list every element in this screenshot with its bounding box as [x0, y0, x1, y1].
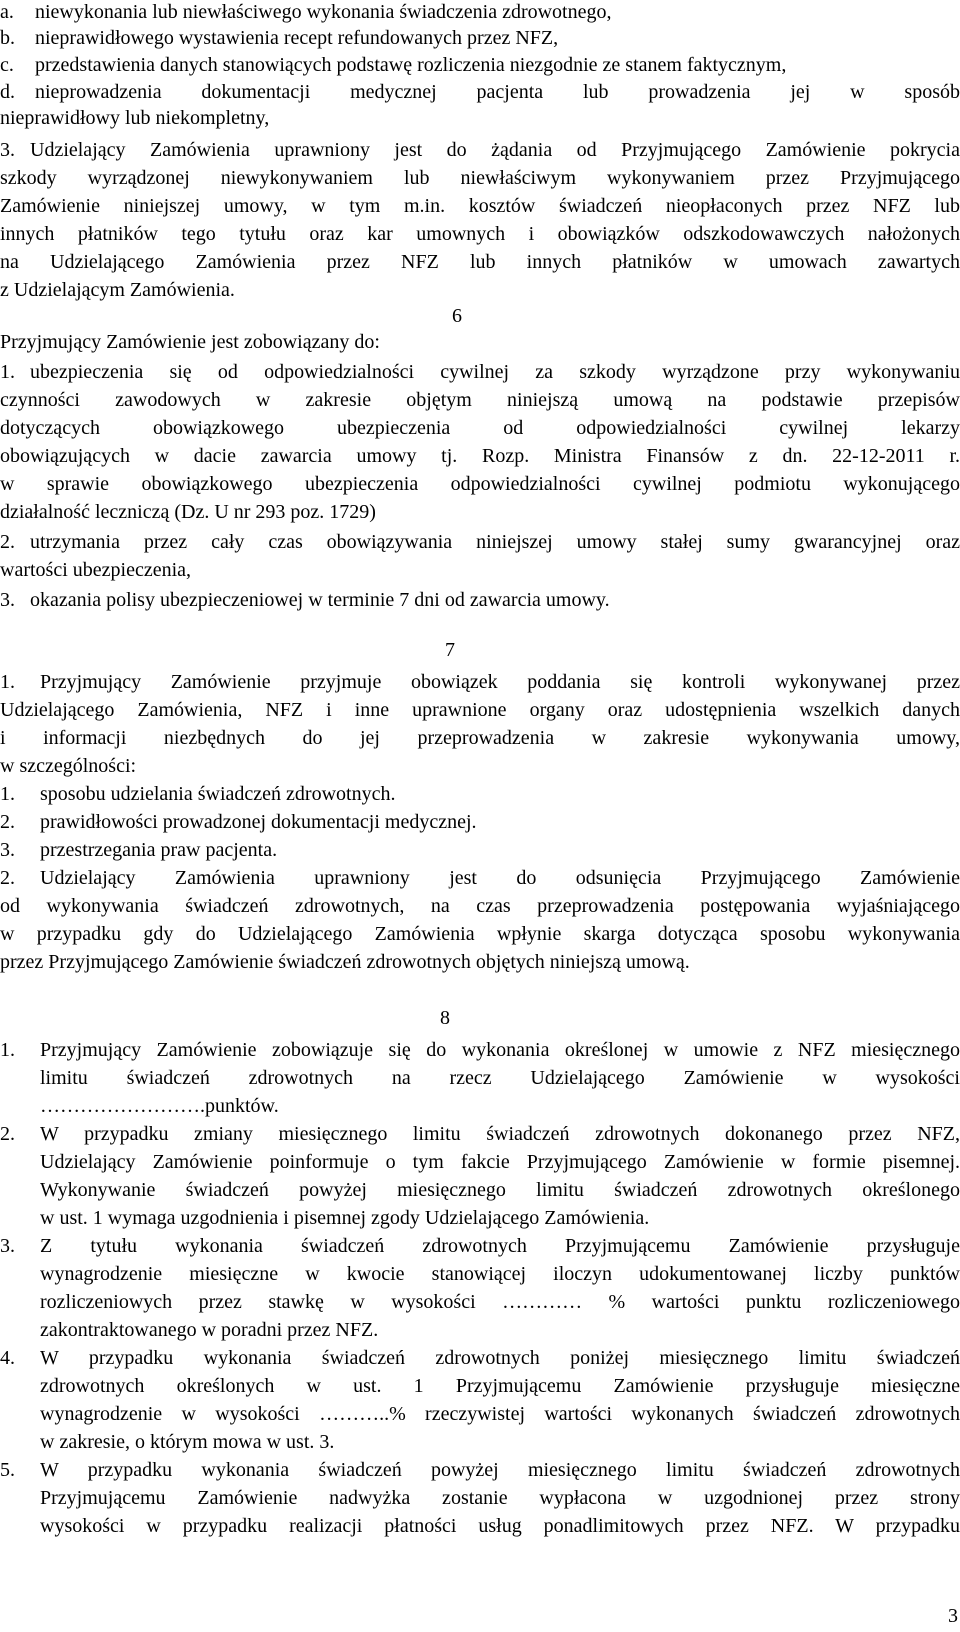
list-label: d. [0, 81, 15, 103]
item-line: Przyjmujący Zamówienie zobowiązuje się do wykonania określonej w umowie z NFZ miesięcznego [40, 1039, 960, 1061]
item-line: ubezpieczenia się od odpowiedzialności cywilnej za szkody wyrządzone przy wykonywaniu [30, 361, 960, 383]
item-line: Udzielający Zamówienie poinformuje o tym fakcie Przyjmującego Zamówienie w formie pisemnej. [40, 1151, 960, 1173]
item-label: 2. [0, 1123, 15, 1145]
paragraph-line: Udzielający Zamówienia uprawniony jest do żądania od Przyjmującego Zamówienie pokrycia [30, 139, 960, 161]
item-line: wartości ubezpieczenia, [0, 559, 192, 581]
item-label: 2. [0, 867, 15, 889]
item-line: wynagrodzenie miesięczne w kwocie stanowiącej iloczyn udokumentowanej liczby punktów [40, 1263, 960, 1285]
item-line: Przyjmujący Zamówienie przyjmuje obowiązek poddania się kontroli wykonywanej przez [40, 671, 960, 693]
item-line: zakontraktowanego w poradni przez NFZ. [40, 1319, 379, 1341]
paragraph-line: na Udzielającego Zamówienia przez NFZ lub innych płatników w umowach zawartych [0, 251, 960, 273]
item-line: dotyczących obowiązkowego ubezpieczenia od odpowiedzialności cywilnej lekarzy [0, 417, 960, 439]
section-heading-6: 6 [452, 305, 462, 327]
section-heading-8: 8 [440, 1007, 450, 1029]
sub-label: 2. [0, 811, 15, 833]
item-line: wynagrodzenie w wysokości ………..% rzeczywistej wartości wykonanych świadczeń zdrowotnych [40, 1403, 960, 1425]
item-line: W przypadku wykonania świadczeń powyżej miesięcznego limitu świadczeń zdrowotnych [40, 1459, 960, 1481]
item-line: W przypadku zmiany miesięcznego limitu świadczeń zdrowotnych dokonanego przez NFZ, [40, 1123, 960, 1145]
item-line: i informacji niezbędnych do jej przeprowadzenia w zakresie wykonywania umowy, [0, 727, 960, 749]
item-line: w ust. 1 wymaga uzgodnienia i pisemnej zgody Udzielającego Zamówienia. [40, 1207, 650, 1229]
item-label: 2. [0, 531, 15, 553]
sub-label: 3. [0, 839, 15, 861]
item-line: Przyjmującemu Zamówienie nadwyżka zostanie wypłacona w uzgodnionej przez strony [40, 1487, 960, 1509]
list-label: c. [0, 54, 14, 76]
sub-label: 1. [0, 783, 15, 805]
item-label: 4. [0, 1347, 15, 1369]
item-line: w szczególności: [0, 755, 137, 777]
item-label: 3. [0, 589, 15, 611]
item-label: 1. [0, 361, 15, 383]
item-line: przez Przyjmującego Zamówienie świadczeń zdrowotnych objętych niniejszą umową. [0, 951, 690, 973]
item-line: limitu świadczeń zdrowotnych na rzecz Udzielającego Zamówienie w wysokości [40, 1067, 960, 1089]
section-heading-7: 7 [445, 639, 455, 661]
item-line: Udzielający Zamówienia uprawniony jest do odsunięcia Przyjmującego Zamówienie [40, 867, 960, 889]
item-line: w przypadku gdy do Udzielającego Zamówienia wpłynie skarga dotycząca sposobu wykonywania [0, 923, 960, 945]
list-text: niewykonania lub niewłaściwego wykonania świadczenia zdrowotnego, [35, 1, 612, 23]
paragraph-line: innych płatników tego tytułu oraz kar umownych i obowiązków odszkodowawczych nałożonych [0, 223, 960, 245]
item-line: w sprawie obowiązkowego ubezpieczenia odpowiedzialności cywilnej podmiotu wykonującego [0, 473, 960, 495]
item-label: 5. [0, 1459, 15, 1481]
sub-text: przestrzegania praw pacjenta. [40, 839, 278, 861]
intro-text: Przyjmujący Zamówienie jest zobowiązany do: [0, 331, 380, 353]
item-line: zdrowotnych określonych w ust. 1 Przyjmującemu Zamówienie przysługuje miesięczne [40, 1375, 960, 1397]
list-text: nieprowadzenia dokumentacji medycznej pacjenta lub prowadzenia jej w sposób [35, 81, 960, 103]
list-text: nieprawidłowego wystawienia recept refundowanych przez NFZ, [35, 27, 559, 49]
paragraph-line: z Udzielającym Zamówienia. [0, 279, 235, 301]
item-line: czynności zawodowych w zakresie objętym niniejszą umową na podstawie przepisów [0, 389, 960, 411]
list-text: przedstawienia danych stanowiących podstawę rozliczenia niezgodnie ze stanem faktycznym, [35, 54, 787, 76]
item-line: Udzielającego Zamówienia, NFZ i inne uprawnione organy oraz udostępnienia wszelkich danych [0, 699, 960, 721]
item-line: utrzymania przez cały czas obowiązywania niniejszej umowy stałej sumy gwarancyjnej oraz [30, 531, 960, 553]
paragraph-label: 3. [0, 139, 15, 161]
item-line: wysokości w przypadku realizacji płatności usług ponadlimitowych przez NFZ. W przypadku [40, 1515, 960, 1537]
item-line: od wykonywania świadczeń zdrowotnych, na czas przeprowadzenia postępowania wyjaśniającego [0, 895, 960, 917]
item-line: rozliczeniowych przez stawkę w wysokości ………… % wartości punktu rozliczeniowego [40, 1291, 960, 1313]
sub-text: prawidłowości prowadzonej dokumentacji medycznej. [40, 811, 477, 833]
item-label: 3. [0, 1235, 15, 1257]
item-line: działalność leczniczą (Dz. U nr 293 poz. 1729) [0, 501, 376, 523]
item-label: 1. [0, 671, 15, 693]
paragraph-line: szkody wyrządzonej niewykonywaniem lub niewłaściwym wykonywaniem przez Przyjmującego [0, 167, 960, 189]
item-line: okazania polisy ubezpieczeniowej w terminie 7 dni od zawarcia umowy. [30, 589, 610, 611]
item-line: Wykonywanie świadczeń powyżej miesięcznego limitu świadczeń zdrowotnych określonego [40, 1179, 960, 1201]
paragraph-line: Zamówienie niniejszej umowy, w tym m.in. kosztów świadczeń nieopłaconych przez NFZ lub [0, 195, 960, 217]
item-line: …………………….punktów. [40, 1095, 279, 1117]
item-line: w zakresie, o którym mowa w ust. 3. [40, 1431, 335, 1453]
page-number: 3 [948, 1605, 958, 1627]
item-line: obowiązujących w dacie zawarcia umowy tj. Rozp. Ministra Finansów z dn. 22-12-2011 r. [0, 445, 960, 467]
item-line: Z tytułu wykonania świadczeń zdrowotnych Przyjmującemu Zamówienie przysługuje [40, 1235, 960, 1257]
list-text: nieprawidłowy lub niekompletny, [0, 107, 270, 129]
list-label: a. [0, 1, 14, 23]
item-label: 1. [0, 1039, 15, 1061]
list-label: b. [0, 27, 15, 49]
item-line: W przypadku wykonania świadczeń zdrowotnych poniżej miesięcznego limitu świadczeń [40, 1347, 960, 1369]
sub-text: sposobu udzielania świadczeń zdrowotnych. [40, 783, 396, 805]
